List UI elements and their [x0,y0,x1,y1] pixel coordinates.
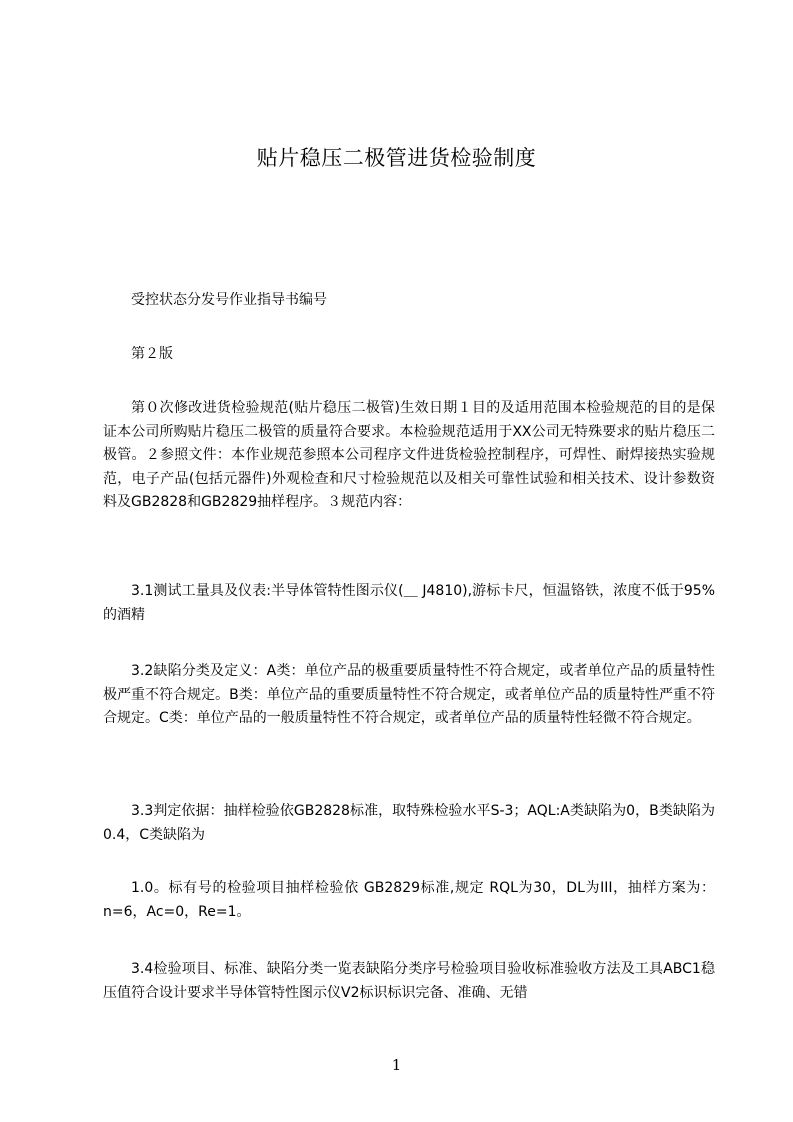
paragraph-control-status: 受控状态分发号作业指导书编号 [131,292,327,308]
paragraph-inspection-items: 3.4检验项目、标准、缺陷分类一览表缺陷分类序号检验项目验收标准验收方法及工具ABC1稳压值符合设计要求半导体管特性图示仪V2标识标识完备、准确、无错 [103,961,715,1001]
document-title: 贴片稳压二极管进货检验制度 [256,146,537,170]
paragraph-scope-and-references: 第０次修改进货检验规范(贴片稳压二极管)生效日期１目的及适用范围本检验规范的目的是保证本公司所购贴片稳压二极管的质量符合要求。本检验规范适用于XX公司无特殊要求的贴片稳压二极管。２参照文件：本作业规范参照本公司程序文件进货检验控制程序，可焊性、耐焊接热实验规范，电子产品(包括元器件)外观检查和尺寸检验规范以及相关可靠性试验和相关技术、设计参数资料及GB2828和GB2829抽样程序。３规范内容： [103,400,715,510]
paragraph-judgement-basis: 3.3判定依据：抽样检验依GB2828标准，取特殊检验水平S-3；AQL:A类缺陷为0，B类缺陷为0.4，C类缺陷为 [103,803,715,843]
paragraph-sampling-plan: 1.0。标有号的检验项目抽样检验依 GB2829标准,规定 RQL为30，DL为III，抽样方案为：n=6，Ac=0，Re=1。 [103,880,715,920]
paragraph-defect-classification: 3.2缺陷分类及定义：A类：单位产品的极重要质量特性不符合规定，或者单位产品的质量特性极严重不符合规定。B类：单位产品的重要质量特性不符合规定，或者单位产品的质量特性严重不符合规定。C类：单位产品的一般质量特性不符合规定，或者单位产品的质量特性轻微不符合规定。 [103,663,715,726]
page-number: 1 [391,1056,402,1074]
paragraph-edition: 第２版 [131,346,173,362]
paragraph-test-tools: 3.1测试工量具及仪表:半导体管特性图示仪(＿ J4810),游标卡尺，恒温铬铁，浓度不低于95%的酒精 [103,583,715,623]
